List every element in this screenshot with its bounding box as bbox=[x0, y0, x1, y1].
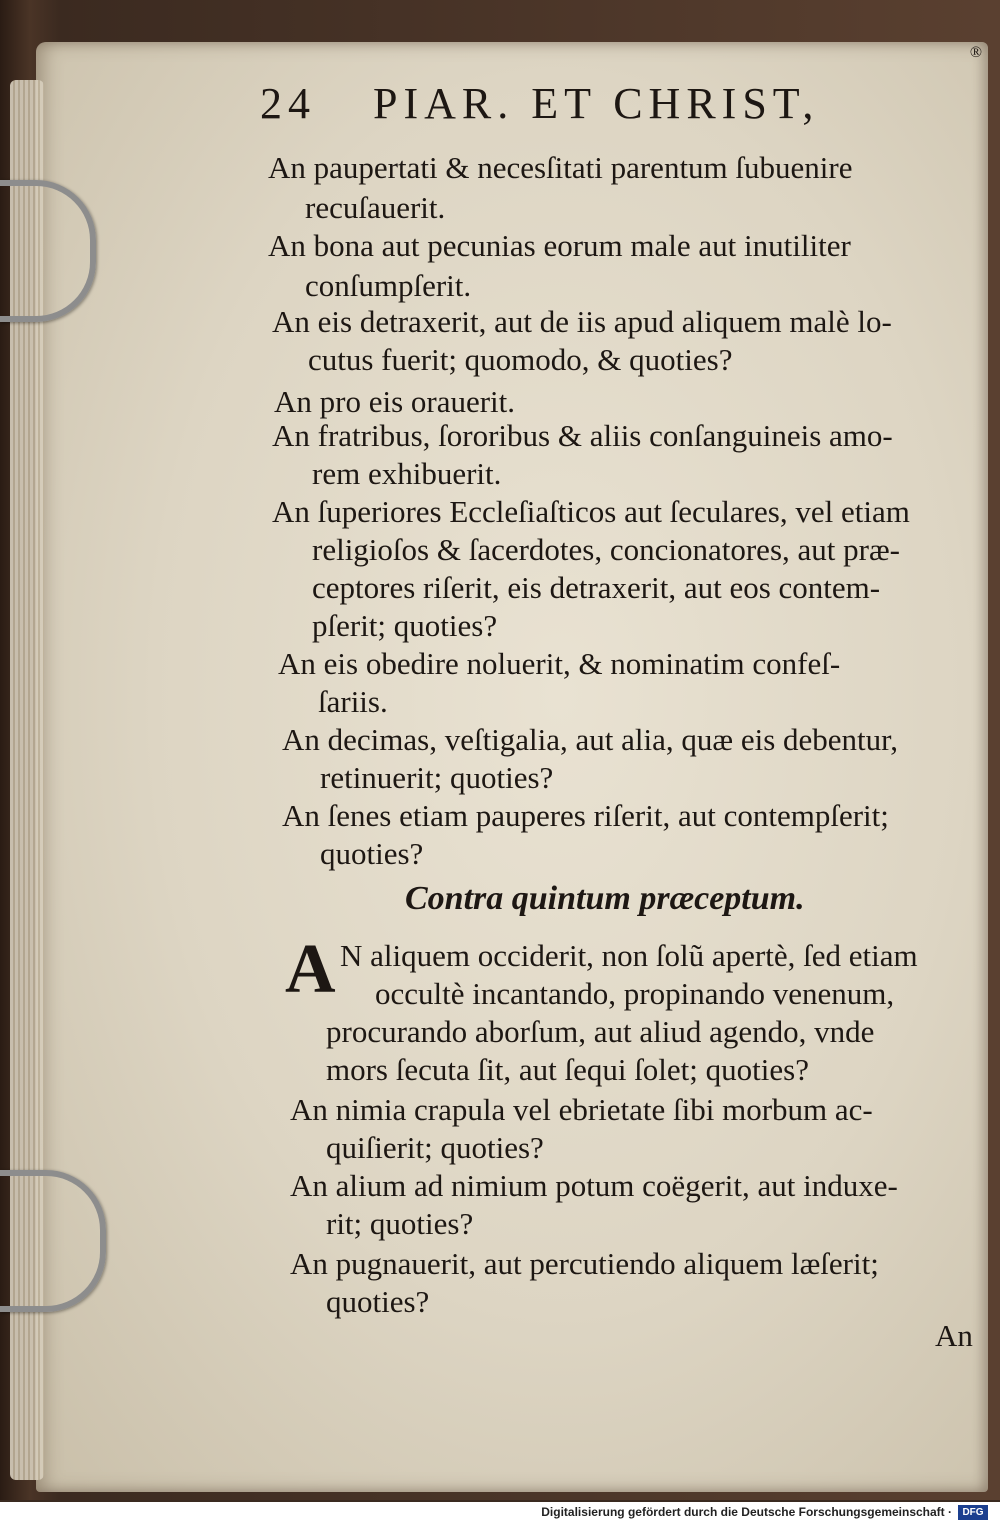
body-line: quoties? bbox=[320, 836, 424, 871]
page-header bbox=[260, 78, 860, 138]
section-line: procurando aborſum, aut aliud agendo, vnde bbox=[326, 1014, 875, 1049]
body-line: An ſuperiores Eccleſiaſticos aut ſeculares, vel etiam bbox=[272, 494, 910, 529]
body-line: pſerit; quoties? bbox=[312, 608, 498, 643]
body-line: rem exhibuerit. bbox=[312, 456, 502, 491]
section-heading: Contra quintum præceptum. bbox=[405, 880, 805, 917]
body-line: ſariis. bbox=[318, 684, 388, 719]
dfg-logo: DFG bbox=[958, 1505, 988, 1520]
footer-bar bbox=[0, 1502, 1000, 1524]
section-line: mors ſecuta ſit, aut ſequi ſolet; quoties? bbox=[326, 1052, 809, 1087]
section-line: rit; quoties? bbox=[326, 1206, 474, 1241]
body-line: recuſauerit. bbox=[305, 190, 446, 225]
drop-cap: A bbox=[285, 931, 336, 1008]
clasp-top bbox=[0, 180, 96, 322]
body-line: retinuerit; quoties? bbox=[320, 760, 554, 795]
body-line: An bona aut pecunias eorum male aut inutiliter bbox=[268, 228, 851, 263]
body-line: An paupertati & necesſitati parentum ſubuenire bbox=[268, 150, 853, 185]
corner-mark: ® bbox=[969, 44, 982, 61]
body-line: An fratribus, ſororibus & aliis conſanguineis amo- bbox=[272, 418, 893, 453]
clasp-bottom bbox=[0, 1170, 106, 1312]
body-line: An eis detraxerit, aut de iis apud aliquem malè lo- bbox=[272, 304, 892, 339]
funding-credit: Digitalisierung gefördert durch die Deutsche Forschungsgemeinschaft · bbox=[541, 1505, 952, 1519]
section-line: N aliquem occiderit, non ſolũ apertè, ſed etiam bbox=[340, 938, 918, 973]
catchword: An bbox=[935, 1318, 973, 1353]
body-line: religioſos & ſacerdotes, concionatores, aut præ- bbox=[312, 532, 900, 567]
body-line: cutus fuerit; quomodo, & quoties? bbox=[308, 342, 733, 377]
body-line: conſumpſerit. bbox=[305, 268, 472, 303]
body-line: An pro eis orauerit. bbox=[274, 384, 516, 419]
section-line: quoties? bbox=[326, 1284, 430, 1319]
section-line: An alium ad nimium potum coëgerit, aut induxe- bbox=[290, 1168, 898, 1203]
body-line: ceptores riſerit, eis detraxerit, aut eos contem- bbox=[312, 570, 881, 605]
body-line: An ſenes etiam pauperes riſerit, aut contempſerit; bbox=[282, 798, 889, 833]
section-line: An pugnauerit, aut percutiendo aliquem læſerit; bbox=[290, 1246, 879, 1281]
running-title: PIAR. ET CHRIST, bbox=[373, 79, 820, 128]
body-line: An eis obedire noluerit, & nominatim confeſ- bbox=[278, 646, 841, 681]
section-line: occultè incantando, propinando venenum, bbox=[375, 976, 895, 1011]
page-number: 24 bbox=[260, 79, 316, 128]
section-line: An nimia crapula vel ebrietate ſibi morbum ac- bbox=[290, 1092, 873, 1127]
body-line: An decimas, veſtigalia, aut alia, quæ eis debentur, bbox=[282, 722, 898, 757]
section-line: quiſierit; quoties? bbox=[326, 1130, 544, 1165]
